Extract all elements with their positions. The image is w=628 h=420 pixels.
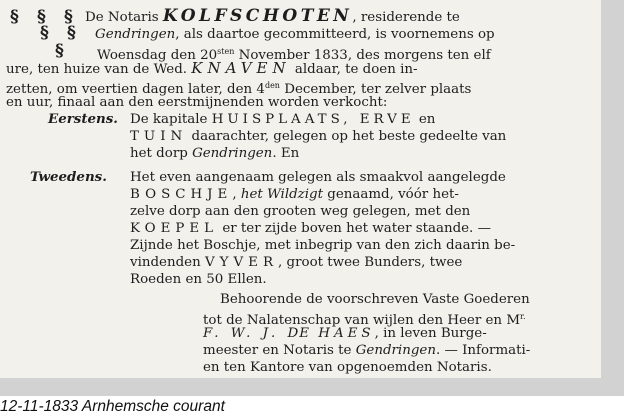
text-line: zetten, om veertien dagen later, den $4^{den}$ December, ter zelver plaats [6,81,472,97]
text-line: KOEPEL er ter zijde boven het water staande. — [130,221,491,236]
text-line: BOSCHJE, het Wildzigt genaamd, vóór het- [130,187,459,202]
text-line: Het even aangenaam gelegen als smaakvol aangelegde [130,170,506,185]
text-line: Gendringen, als daartoe gecommitteerd, is voornemens op [95,27,495,42]
text-line: vindenden VYVER, groot twee Bunders, twee [130,255,463,270]
text-line: en uur, finaal aan den eerstmijnenden worden verkocht: [6,95,388,110]
section-mark: § [37,7,46,27]
text-line: Behoorende de voorschreven Vaste Goederen [220,292,530,307]
text-line: meester en Notaris te Gendringen. — Informati- [203,343,531,358]
text-line: TUIN daarachter, gelegen op het beste gedeelte van [130,129,507,144]
item-label-first: Eerstens. [48,111,118,127]
section-mark: § [67,23,76,43]
text-line: zelve dorp aan den grooten weg gelegen, met den [130,204,471,219]
section-mark: § [40,23,49,43]
text-line: De kapitale HUISPLAATS, ERVE en [130,112,436,127]
text-line: Roeden en 50 Ellen. [130,272,267,287]
text-line: Woensdag den $20^{sten}$ November 1833, des morgens ten elf [97,47,491,63]
text-line: De Notaris KOLFSCHOTEN, residerende te [85,6,460,26]
text-line: Zijnde het Boschje, met inbegrip van den zich daarin be- [130,238,516,253]
source-caption: 12-11-1833 Arnhemsche courant [0,398,225,415]
text-line: en ten Kantore van opgenoemden Notaris. [203,360,492,375]
section-mark: § [10,7,19,27]
section-mark: § [64,7,73,27]
text-line: F. W. J. DE HAES, in leven Burge- [203,326,487,341]
item-label-second: Tweedens. [30,169,107,185]
text-line: ure, ten huize van de Wed. KNAVEN aldaar, te doen in- [6,59,418,77]
text-line: het dorp Gendringen. En [130,146,300,161]
section-mark: § [55,41,64,61]
text-line: tot de Nalatenschap van wijlen den Heer en $M^{r.}$ [203,312,526,328]
